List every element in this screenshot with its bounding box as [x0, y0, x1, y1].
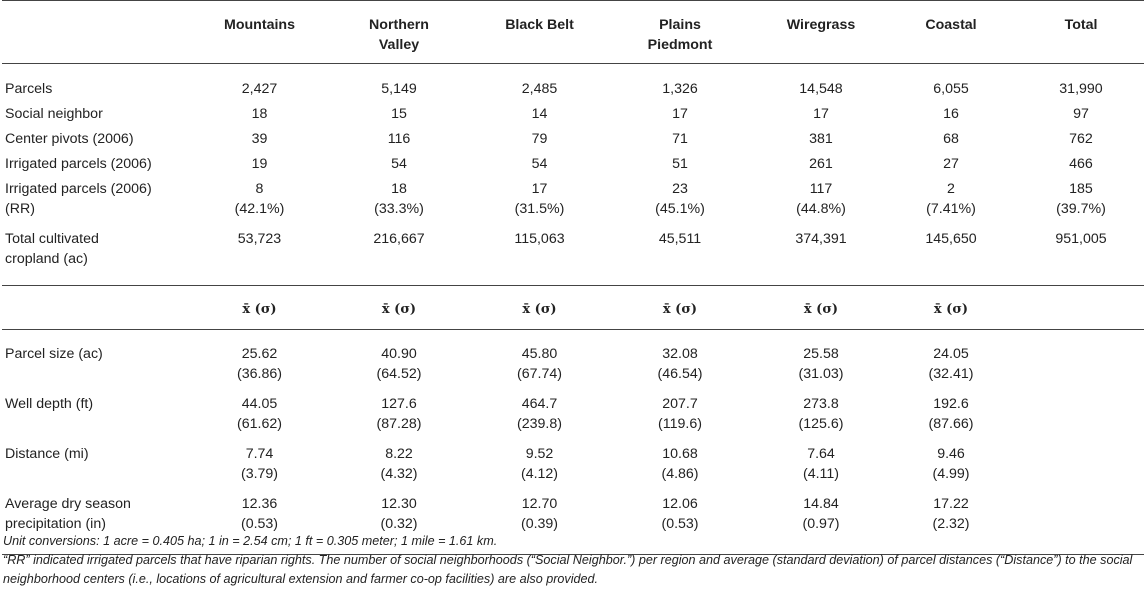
- cell-value: 40.90: [381, 346, 417, 362]
- table-cell: [884, 154, 1018, 179]
- cell-value: 145,650: [925, 231, 977, 247]
- row-label-text: Distance (mi): [5, 446, 89, 462]
- cell-value: 374,391: [795, 231, 847, 247]
- table-cell: [884, 229, 1018, 286]
- cell-value: 7.64: [807, 446, 835, 462]
- cell-value: (61.62): [237, 416, 282, 432]
- table-cell: [198, 394, 321, 444]
- table-cell: [758, 179, 884, 229]
- table-cell: [1018, 64, 1144, 105]
- table-cell: [602, 330, 758, 395]
- cell-value: 5,149: [381, 81, 417, 97]
- table-cell: [321, 179, 477, 229]
- cell-value: (42.1%): [234, 201, 285, 217]
- table-cell: [321, 104, 477, 129]
- cell-value: (7.41%): [926, 201, 976, 217]
- cell-value: 10.68: [662, 446, 698, 462]
- column-header: Plains Piedmont: [647, 17, 713, 53]
- row-label-text: Well depth (ft): [5, 396, 94, 412]
- cell-value: (3.79): [240, 466, 279, 482]
- cell-value: 216,667: [373, 231, 425, 247]
- row-label-text: Average dry season: [5, 496, 131, 512]
- cell-value: 17.22: [933, 496, 969, 512]
- cell-value: 14: [531, 106, 548, 122]
- cell-value: 23: [672, 181, 688, 197]
- cell-value: 9.52: [525, 446, 554, 462]
- row-label-text: Center pivots (2006): [5, 131, 134, 147]
- cell-value: (45.1%): [655, 201, 705, 217]
- cell-value: (36.86): [237, 366, 282, 382]
- cell-value: (4.86): [661, 466, 699, 482]
- table-row: [2, 394, 1144, 444]
- stat-header-cell: [758, 286, 884, 330]
- cell-value: (0.53): [240, 516, 279, 532]
- cell-value: (64.52): [376, 366, 422, 382]
- table-row: [2, 444, 1144, 494]
- row-label: [2, 129, 198, 154]
- cell-value: 24.05: [933, 346, 969, 362]
- table-cell: [758, 129, 884, 154]
- table-row: [2, 179, 1144, 229]
- cell-value: 19: [251, 156, 268, 172]
- stat-header-row: [2, 286, 1144, 330]
- stat-header-cell: [884, 286, 1018, 330]
- cell-value: 762: [1069, 131, 1093, 147]
- table-cell: [321, 154, 477, 179]
- cell-value: 951,005: [1055, 231, 1107, 247]
- table-cell: [602, 154, 758, 179]
- column-header: Mountains: [224, 17, 295, 33]
- cell-value: 17: [672, 106, 688, 122]
- table-cell: [602, 444, 758, 494]
- cell-value: (0.53): [661, 516, 699, 532]
- cell-value: 117: [809, 181, 833, 197]
- table-cell: [321, 330, 477, 395]
- cell-value: 18: [391, 181, 407, 197]
- cell-value: 2: [947, 181, 955, 197]
- cell-value: (87.28): [376, 416, 422, 432]
- table-cell: [198, 129, 321, 154]
- row-label: [2, 330, 198, 395]
- cell-value: 116: [387, 131, 411, 147]
- table-cell: [758, 64, 884, 105]
- table-cell: [477, 154, 602, 179]
- cell-value: 32.08: [662, 346, 698, 362]
- table-row: [2, 129, 1144, 154]
- table-cell: [602, 394, 758, 444]
- table-cell: [602, 104, 758, 129]
- table-body: [2, 64, 1144, 555]
- cell-value: 17: [813, 106, 829, 122]
- cell-value: 45.80: [521, 346, 558, 362]
- cell-value: 6,055: [933, 81, 969, 97]
- table-cell: [1018, 129, 1144, 154]
- cell-value: (0.39): [520, 516, 559, 532]
- table-cell: [884, 179, 1018, 229]
- cell-value: 54: [531, 156, 548, 172]
- cell-value: (0.97): [802, 516, 840, 532]
- table-cell: [198, 179, 321, 229]
- row-label: [2, 229, 198, 286]
- table-cell: [884, 64, 1018, 105]
- cell-value: 51: [672, 156, 688, 172]
- table-cell: [198, 154, 321, 179]
- table-cell: [198, 330, 321, 395]
- table-cell: [758, 104, 884, 129]
- mean-sd-label: x̄ (σ): [381, 302, 417, 317]
- cell-value: 53,723: [237, 231, 282, 247]
- table-cell: [884, 444, 1018, 494]
- cell-value: (2.32): [932, 516, 970, 532]
- table-cell: [758, 154, 884, 179]
- table-cell: [758, 229, 884, 286]
- table-cell: [321, 64, 477, 105]
- table-cell: [198, 444, 321, 494]
- table-cell: [198, 229, 321, 286]
- cell-value: 45,511: [658, 231, 702, 247]
- row-label: [2, 154, 198, 179]
- cell-value: (39.7%): [1056, 201, 1106, 217]
- cell-value: 464.7: [521, 396, 558, 412]
- table-row: [2, 229, 1144, 286]
- cell-value: 68: [943, 131, 959, 147]
- table-cell: [1018, 104, 1144, 129]
- cell-value: (33.3%): [374, 201, 424, 217]
- row-label: [2, 64, 198, 105]
- row-label: [2, 394, 198, 444]
- cell-value: (32.41): [928, 366, 974, 382]
- cell-value: 44.05: [241, 396, 278, 412]
- cell-value: 71: [672, 131, 688, 147]
- table-cell: [758, 330, 884, 395]
- table-cell: [884, 330, 1018, 395]
- unit-conversions-note: Unit conversions: 1 acre = 0.405 ha; 1 in = 2.54 cm; 1 ft = 0.305 meter; 1 mile = 1.61 km.: [3, 534, 498, 548]
- cell-value: (239.8): [517, 416, 562, 432]
- column-header: Northern Valley: [369, 17, 429, 53]
- cell-value: 9.46: [937, 446, 965, 462]
- cell-value: 185: [1069, 181, 1093, 197]
- riparian-rights-note: “RR” indicated irrigated parcels that have riparian rights. The number of social neighborhoods (“Social Neighbor.”) per region and average (standard deviation) of parcel distances (“Distance”) to the social neighborhood centers (i.e., locations of agricultural extension and farmer co-op facilities) are also provided.: [3, 553, 1133, 586]
- cell-value: (4.11): [802, 466, 839, 482]
- row-label-text: cropland (ac): [5, 251, 88, 267]
- table-cell: [477, 444, 602, 494]
- mean-sd-label: x̄ (σ): [242, 302, 277, 317]
- cell-value: (31.5%): [514, 201, 565, 217]
- cell-value: 127.6: [381, 396, 417, 412]
- table-cell: [602, 64, 758, 105]
- table-row: [2, 104, 1144, 129]
- cell-value: 54: [391, 156, 407, 172]
- mean-sd-label: x̄ (σ): [933, 302, 969, 317]
- cell-value: (87.66): [928, 416, 974, 432]
- table-cell: [602, 179, 758, 229]
- row-label-text: Irrigated parcels (2006): [5, 156, 152, 172]
- cell-value: 27: [943, 156, 959, 172]
- table-cell: [758, 394, 884, 444]
- cell-value: (4.12): [520, 466, 559, 482]
- stat-header-cell: [198, 286, 321, 330]
- header-blank: [2, 1, 198, 64]
- cell-value: 2,485: [521, 81, 558, 97]
- row-label-text: Irrigated parcels (2006): [5, 181, 152, 197]
- cell-value: 25.58: [803, 346, 839, 362]
- table-cell: [198, 64, 321, 105]
- table-cell: [321, 394, 477, 444]
- table-cell: [1018, 394, 1144, 444]
- table-cell: [477, 179, 602, 229]
- cell-value: 12.06: [662, 496, 698, 512]
- column-header: Black Belt: [505, 17, 574, 33]
- stat-header-blank: [2, 286, 198, 330]
- cell-value: 261: [809, 156, 833, 172]
- cell-value: 16: [943, 106, 959, 122]
- table-cell: [198, 104, 321, 129]
- cell-value: 79: [531, 131, 548, 147]
- stat-header-cell: [602, 286, 758, 330]
- stat-header-cell: [321, 286, 477, 330]
- table-cell: [1018, 179, 1144, 229]
- stat-header-blank: [1018, 286, 1144, 330]
- cell-value: 15: [391, 106, 407, 122]
- table-cell: [1018, 154, 1144, 179]
- table-cell: [602, 229, 758, 286]
- table-cell: [884, 394, 1018, 444]
- cell-value: 8: [255, 181, 264, 197]
- cell-value: 466: [1069, 156, 1093, 172]
- cell-value: (44.8%): [796, 201, 846, 217]
- cell-value: 14,548: [799, 81, 843, 97]
- table-cell: [477, 104, 602, 129]
- table-notes: [3, 532, 1143, 589]
- table-cell: [321, 229, 477, 286]
- row-label-text: Parcels: [5, 81, 53, 97]
- cell-value: (0.32): [380, 516, 418, 532]
- cell-value: 381: [809, 131, 833, 147]
- row-label: [2, 179, 198, 229]
- cell-value: 17: [531, 181, 548, 197]
- column-header: Total: [1064, 17, 1098, 33]
- table-cell: [477, 64, 602, 105]
- table-cell: [1018, 229, 1144, 286]
- cell-value: 18: [251, 106, 268, 122]
- cell-value: 12.36: [241, 496, 278, 512]
- header-row: [2, 1, 1144, 64]
- cell-value: 12.70: [521, 496, 558, 512]
- stat-header-cell: [477, 286, 602, 330]
- row-label-text: Parcel size (ac): [5, 346, 103, 362]
- cell-value: 8.22: [385, 446, 413, 462]
- cell-value: 207.7: [662, 396, 698, 412]
- row-label-text: Social neighbor: [5, 106, 103, 122]
- row-label: [2, 444, 198, 494]
- table-cell: [1018, 444, 1144, 494]
- cell-value: (125.6): [798, 416, 844, 432]
- table-cell: [477, 330, 602, 395]
- table-row: [2, 330, 1144, 395]
- row-label-text: Total cultivated: [5, 231, 99, 247]
- cell-value: (67.74): [517, 366, 562, 382]
- data-table: [2, 0, 1144, 555]
- table-cell: [602, 129, 758, 154]
- table-cell: [321, 129, 477, 154]
- cell-value: 39: [251, 131, 268, 147]
- cell-value: 1,326: [662, 81, 698, 97]
- row-label-text: (RR): [5, 201, 35, 217]
- table-row: [2, 64, 1144, 105]
- column-header: Coastal: [925, 17, 977, 33]
- table-cell: [477, 129, 602, 154]
- table-cell: [477, 229, 602, 286]
- mean-sd-label: x̄ (σ): [803, 302, 839, 317]
- table-cell: [1018, 330, 1144, 395]
- cell-value: 97: [1073, 106, 1089, 122]
- cell-value: (31.03): [798, 366, 844, 382]
- cell-value: (119.6): [658, 416, 702, 432]
- cell-value: 12.30: [381, 496, 417, 512]
- row-label: [2, 104, 198, 129]
- cell-value: 31,990: [1059, 81, 1103, 97]
- mean-sd-label: x̄ (σ): [662, 302, 698, 317]
- table-cell: [477, 394, 602, 444]
- cell-value: 7.74: [245, 446, 274, 462]
- table-row: [2, 154, 1144, 179]
- cell-value: 192.6: [933, 396, 969, 412]
- table-cell: [884, 104, 1018, 129]
- cell-value: 273.8: [803, 396, 839, 412]
- table-cell: [321, 444, 477, 494]
- cell-value: 2,427: [241, 81, 278, 97]
- column-header: Wiregrass: [786, 17, 856, 33]
- cell-value: (4.32): [380, 466, 418, 482]
- table-cell: [758, 444, 884, 494]
- cell-value: (46.54): [657, 366, 703, 382]
- cell-value: (4.99): [932, 466, 970, 482]
- cell-value: 115,063: [514, 231, 565, 247]
- mean-sd-label: x̄ (σ): [522, 302, 557, 317]
- row-label-text: precipitation (in): [5, 516, 106, 532]
- table-cell: [884, 129, 1018, 154]
- cell-value: 14.84: [803, 496, 839, 512]
- cell-value: 25.62: [241, 346, 278, 362]
